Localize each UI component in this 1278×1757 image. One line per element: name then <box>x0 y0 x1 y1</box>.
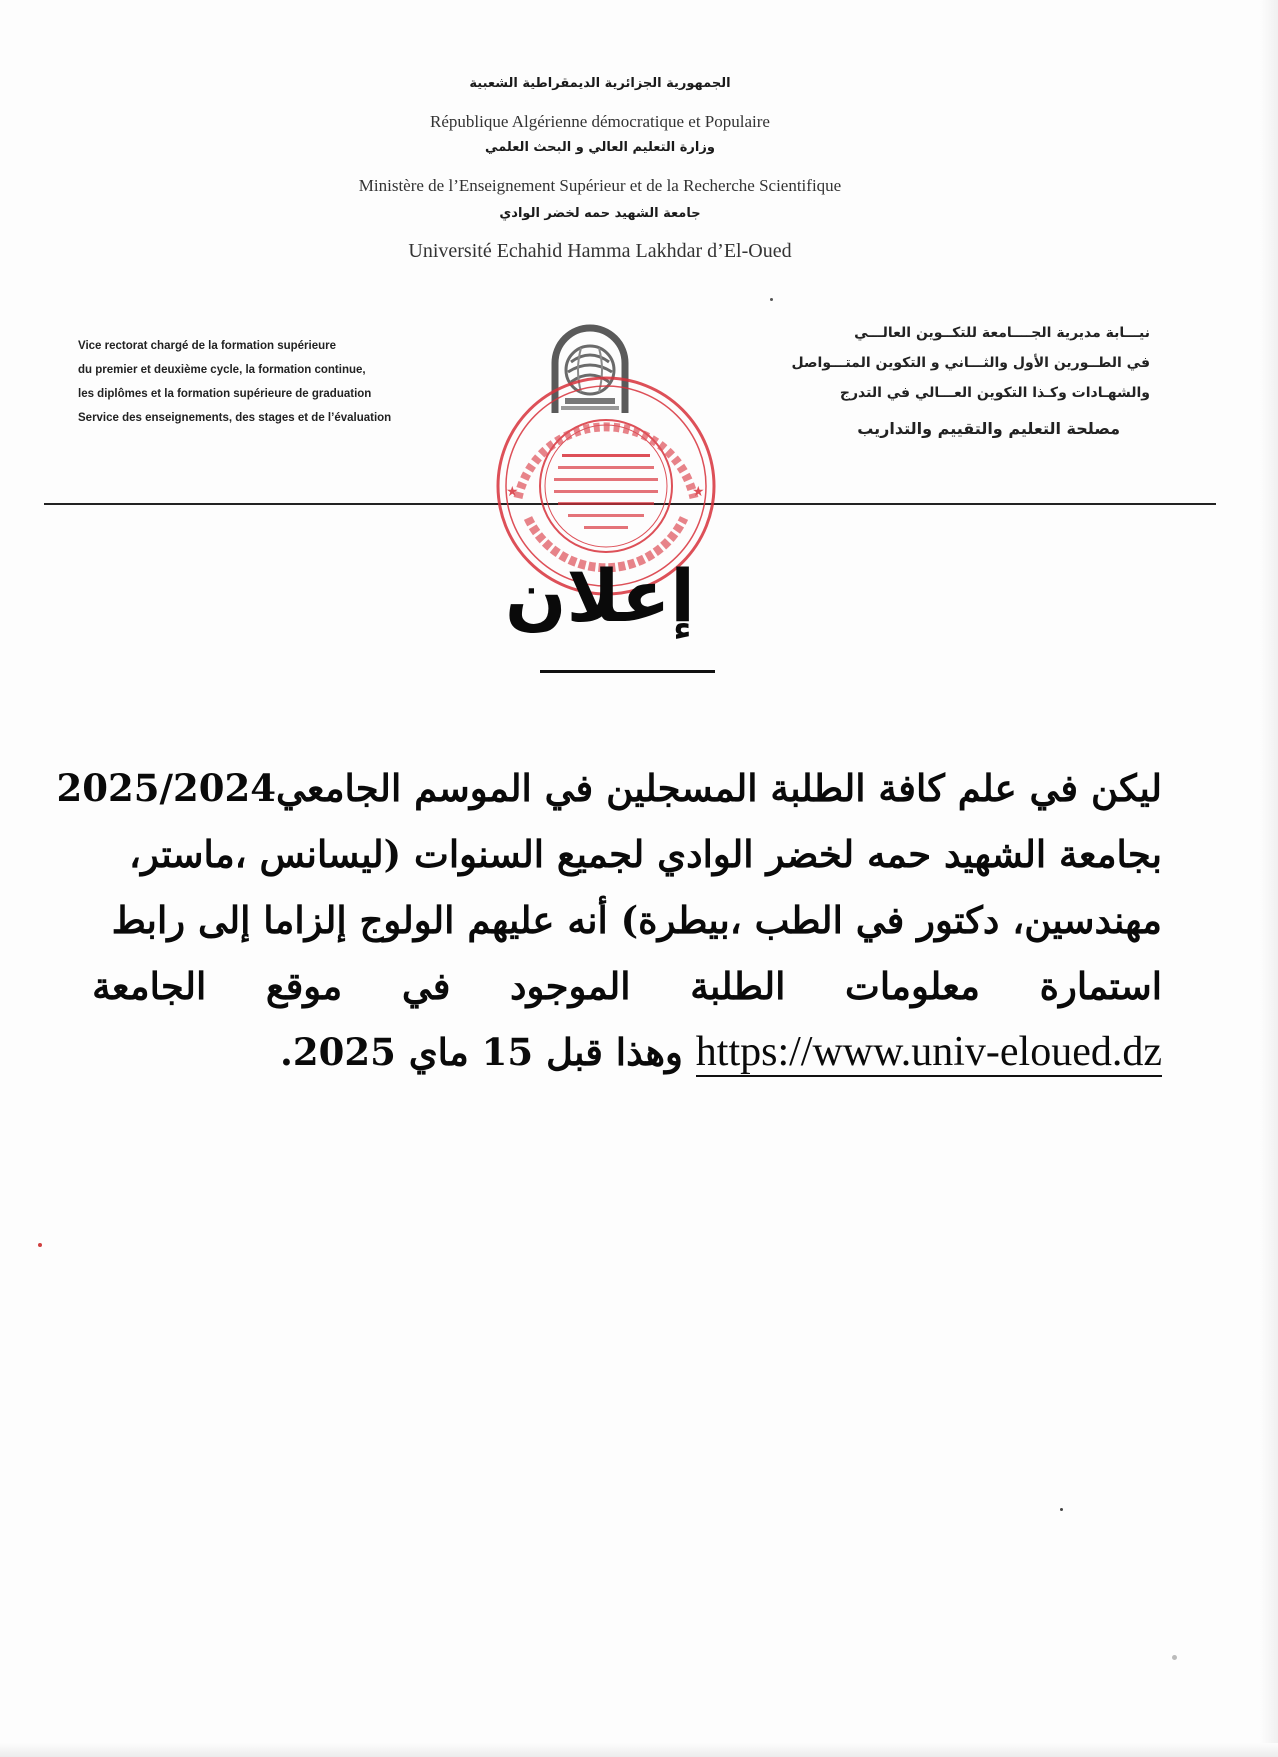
announcement-title: إعلان <box>505 554 695 638</box>
vice-rectorate-block-arabic <box>790 318 1150 444</box>
scan-speck <box>38 1243 42 1247</box>
vice-rectorate-block-french <box>78 334 418 430</box>
announcement-line: مهندسين، دكتور في الطب ،بيطرة) أنه عليهم الولوج إلزاما إلى رابط <box>111 898 1162 942</box>
announcement-line: بجامعة الشهيد حمه لخضر الوادي لجميع السنوات (ليسانس ،ماستر، <box>129 832 1162 876</box>
country-name-arabic: الجمهورية الجزائرية الديمقراطية الشعبية <box>469 76 731 91</box>
announcement-word: الجامعة <box>92 964 207 1008</box>
scan-speck <box>1172 1655 1177 1660</box>
svg-text:★: ★ <box>506 484 519 500</box>
page-edge-shadow <box>1260 0 1278 1757</box>
vice-rectorate-line-ar: في الطــورين الأول والثـــاني و التكوين المتـــواصل <box>791 355 1150 371</box>
announcement-body <box>56 755 1162 1085</box>
vice-rectorate-line: Vice rectorat chargé de la formation supérieure <box>78 340 336 352</box>
page-bottom-shadow <box>0 1743 1278 1757</box>
announcement-word: الطلبة <box>690 964 786 1008</box>
announcement-word: استمارة <box>1039 964 1162 1008</box>
university-website-link[interactable]: https://www.univ-eloued.dz <box>695 1029 1162 1075</box>
vice-rectorate-line: Service des enseignements, des stages et de l’évaluation <box>78 412 392 424</box>
university-name-french: Université Echahid Hamma Lakhdar d’El-Oued <box>408 240 792 262</box>
announcement-line-justified <box>92 953 1162 1019</box>
ministry-name-french: Ministère de l’Enseignement Supérieur et de la Recherche Scientifique <box>358 176 842 195</box>
vice-rectorate-line-ar: والشهـادات وكـذا التكوين العـــالي في التدرج <box>839 385 1150 401</box>
announcement-word: في <box>401 964 451 1008</box>
announcement-word: موقع <box>265 964 343 1008</box>
announcement-word: الموجود <box>510 964 631 1008</box>
vice-rectorate-line-ar: نيـــابة مديرية الجــــامعة للتكــوين العالـــي <box>854 325 1150 341</box>
service-name-arabic: مصلحة التعليم والتقييم والتداريب <box>857 419 1120 438</box>
announcement-line: ليكن في علم كافة الطلبة المسجلين في الموسم الجامعي2025/2024 <box>56 766 1162 810</box>
title-underline <box>540 670 715 673</box>
announcement-line-last <box>92 1019 1162 1085</box>
svg-text:★: ★ <box>692 484 705 500</box>
scan-speck <box>1060 1508 1063 1511</box>
country-name-french: République Algérienne démocratique et Populaire <box>430 112 770 131</box>
vice-rectorate-line: du premier et deuxième cycle, la formation continue, <box>78 364 366 376</box>
vice-rectorate-line: les diplômes et la formation supérieure de graduation <box>78 388 372 400</box>
announcement-word: معلومات <box>845 964 980 1008</box>
ministry-name-arabic: وزارة التعليم العالي و البحث العلمي <box>485 140 715 155</box>
scan-speck <box>770 298 773 301</box>
deadline-text: وهذا قبل 15 ماي 2025. <box>279 1030 683 1074</box>
university-name-arabic: جامعة الشهيد حمه لخضر الوادي <box>499 206 701 221</box>
